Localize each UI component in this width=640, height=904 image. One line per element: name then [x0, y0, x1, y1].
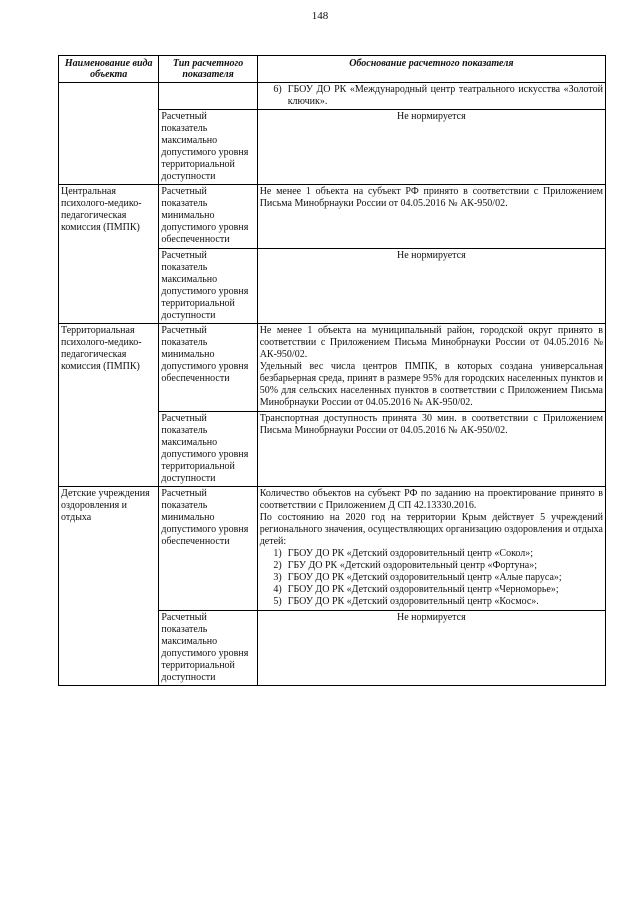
page-number: 148 [311, 10, 329, 22]
list-item: 1) ГБОУ ДО РК «Детский оздоровительный центр «Сокол»; [273, 548, 534, 559]
list-item: 6) ГБОУ ДО РК «Международный центр театрального искусства «Золотой ключик». [273, 84, 603, 107]
continued-list [260, 84, 603, 108]
indicators-table [58, 55, 606, 686]
justification-paragraph: Не менее 1 объекта на муниципальный район, городской округ принято в соответствии с Приложением Письма Минобрнауки России от 04.05.2016 № АК-950/02. [259, 325, 603, 360]
table-row [59, 185, 606, 249]
list-item: 4) ГБОУ ДО РК «Детский оздоровительный центр «Черноморье»; [273, 584, 559, 595]
facilities-list [260, 548, 603, 608]
object-cell [59, 83, 159, 185]
header-justification: Обоснование расчетного показателя [257, 56, 605, 83]
justification-paragraph: Удельный вес числа центров ПМПК, в которых создана универсальная безбарьерная среда, принят в размере 95% для городских населенных пунктов и 50% для сельских населенных пунктов в соответствии с Приложением Письма Минобрнауки России от 04.05.2016 № АК-950/02. [259, 361, 603, 408]
justification-cell: Транспортная доступность принята 30 мин. в соответствии с Приложением Письма Минобрнауки России от 04.05.2016 № АК-950/02. [257, 412, 605, 487]
object-cell: Детские учреждения оздоровления и отдыха [59, 487, 159, 686]
type-cell: Расчетный показатель минимально допустимого уровня обеспеченности [159, 487, 257, 611]
table-row [59, 324, 606, 412]
list-item: 2) ГБУ ДО РК «Детский оздоровительный центр «Фортуна»; [273, 560, 538, 571]
header-object-type: Наименование вида объекта [59, 56, 159, 83]
justification-cell: Не менее 1 объекта на субъект РФ принято в соответствии с Приложением Письма Минобрнауки России от 04.05.2016 № АК-950/02. [257, 185, 605, 249]
type-cell [159, 83, 257, 110]
table-row [59, 83, 606, 110]
justification-cell [257, 487, 605, 611]
type-cell: Расчетный показатель максимально допустимого уровня территориальной доступности [159, 110, 257, 185]
justification-paragraph: По состоянию на 2020 год на территории Крым действует 5 учреждений регионального значения, осуществляющих организацию оздоровления и отдыха детей: [259, 512, 603, 547]
object-cell: Центральная психолого-медико-педагогическая комиссия (ПМПК) [59, 185, 159, 324]
justification-paragraph: Количество объектов на субъект РФ по заданию на проектирование принято в соответствии с Приложением Д СП 42.13330.2016. [259, 488, 603, 511]
table-row [59, 487, 606, 611]
justification-cell [257, 83, 605, 110]
justification-cell: Не нормируется [257, 110, 605, 185]
header-indicator-type: Тип расчетного показателя [159, 56, 257, 83]
list-item: 3) ГБОУ ДО РК «Детский оздоровительный центр «Алые паруса»; [273, 572, 562, 583]
table-header-row [59, 56, 606, 83]
type-cell: Расчетный показатель минимально допустимого уровня обеспеченности [159, 324, 257, 412]
justification-cell: Не нормируется [257, 249, 605, 324]
list-item: 5) ГБОУ ДО РК «Детский оздоровительный центр «Космос». [273, 596, 539, 607]
type-cell: Расчетный показатель минимально допустимого уровня обеспеченности [159, 185, 257, 249]
justification-cell [257, 324, 605, 412]
object-cell: Территориальная психолого-медико-педагогическая комиссия (ПМПК) [59, 324, 159, 487]
justification-cell: Не нормируется [257, 611, 605, 686]
type-cell: Расчетный показатель максимально допустимого уровня территориальной доступности [159, 611, 257, 686]
type-cell: Расчетный показатель максимально допустимого уровня территориальной доступности [159, 249, 257, 324]
type-cell: Расчетный показатель максимально допустимого уровня территориальной доступности [159, 412, 257, 487]
